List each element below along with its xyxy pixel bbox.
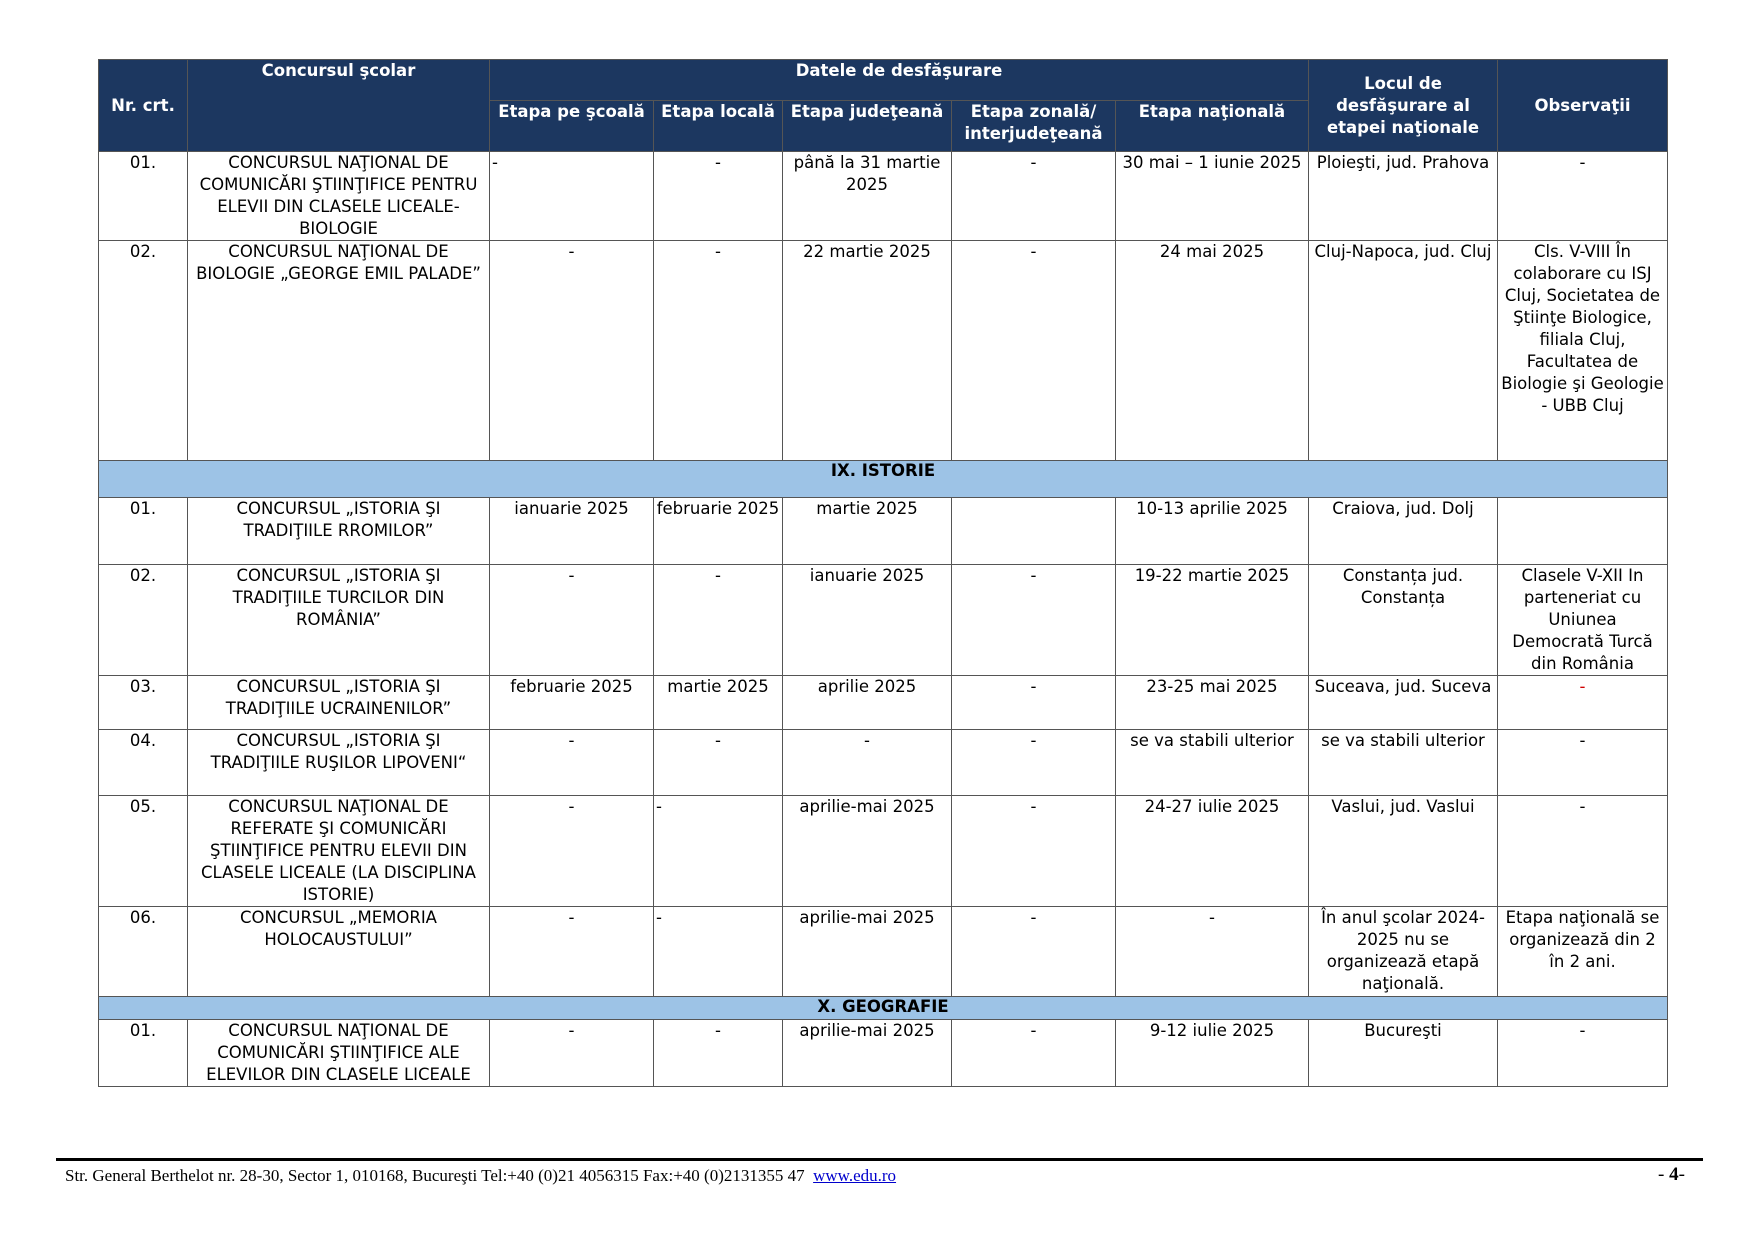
cell-scoala: - bbox=[490, 1020, 654, 1087]
cell-name: CONCURSUL „ISTORIA ŞI TRADIŢIILE UCRAINENILOR” bbox=[188, 676, 490, 730]
cell-nationala: 10-13 aprilie 2025 bbox=[1116, 498, 1309, 565]
cell-name: CONCURSUL „MEMORIA HOLOCAUSTULUI” bbox=[188, 907, 490, 997]
page-number-prefix: - bbox=[1658, 1164, 1670, 1185]
cell-zonala bbox=[952, 498, 1116, 565]
page-number bbox=[1658, 1164, 1685, 1186]
cell-locala: - bbox=[654, 565, 783, 676]
cell-nr: 03. bbox=[99, 676, 188, 730]
cell-zonala: - bbox=[952, 152, 1116, 241]
cell-nr: 01. bbox=[99, 152, 188, 241]
section-row-istorie bbox=[99, 461, 1668, 498]
cell-locala: - bbox=[654, 241, 783, 461]
cell-obs: - bbox=[1498, 796, 1668, 907]
section-title-istorie: IX. ISTORIE bbox=[99, 461, 1668, 498]
cell-scoala: - bbox=[490, 152, 654, 241]
cell-judeteana: - bbox=[783, 730, 952, 796]
header-etapa-zonala: Etapa zonală/ interjudeţeană bbox=[952, 101, 1116, 152]
cell-locul: Constanța jud. Constanța bbox=[1309, 565, 1498, 676]
cell-locul: Craiova, jud. Dolj bbox=[1309, 498, 1498, 565]
header-etapa-locala: Etapa locală bbox=[654, 101, 783, 152]
cell-zonala: - bbox=[952, 796, 1116, 907]
table-row bbox=[99, 565, 1668, 676]
table-row bbox=[99, 796, 1668, 907]
cell-locul: Cluj-Napoca, jud. Cluj bbox=[1309, 241, 1498, 461]
table-header bbox=[99, 60, 1668, 152]
header-nr-crt: Nr. crt. bbox=[99, 60, 188, 152]
cell-obs: Cls. V-VIII În colaborare cu ISJ Cluj, Societatea de Ştiinţe Biologice, filiala Cluj, Facultatea de Biologie şi Geologie - UBB Cluj bbox=[1498, 241, 1668, 461]
header-etapa-nationala: Etapa naţională bbox=[1116, 101, 1309, 152]
section-title-geografie: X. GEOGRAFIE bbox=[99, 997, 1668, 1020]
cell-name: CONCURSUL NAŢIONAL DE BIOLOGIE „GEORGE EMIL PALADE” bbox=[188, 241, 490, 461]
cell-scoala: - bbox=[490, 730, 654, 796]
cell-judeteana: martie 2025 bbox=[783, 498, 952, 565]
cell-zonala: - bbox=[952, 241, 1116, 461]
cell-locul: În anul şcolar 2024-2025 nu se organizează etapă naţională. bbox=[1309, 907, 1498, 997]
cell-scoala: - bbox=[490, 907, 654, 997]
table-row bbox=[99, 1020, 1668, 1087]
cell-obs: - bbox=[1498, 152, 1668, 241]
cell-obs: - bbox=[1498, 1020, 1668, 1087]
cell-locul: Suceava, jud. Suceva bbox=[1309, 676, 1498, 730]
cell-locala: - bbox=[654, 907, 783, 997]
cell-nationala: 23-25 mai 2025 bbox=[1116, 676, 1309, 730]
footer-divider bbox=[56, 1158, 1703, 1161]
cell-nationala: 19-22 martie 2025 bbox=[1116, 565, 1309, 676]
table-row bbox=[99, 498, 1668, 565]
cell-locala: - bbox=[654, 152, 783, 241]
cell-obs: - bbox=[1498, 676, 1668, 730]
header-etapa-scoala: Etapa pe şcoală bbox=[490, 101, 654, 152]
section-row-geografie bbox=[99, 997, 1668, 1020]
cell-name: CONCURSUL NAŢIONAL DE COMUNICĂRI ŞTIINŢIFICE ALE ELEVILOR DIN CLASELE LICEALE bbox=[188, 1020, 490, 1087]
cell-nationala: - bbox=[1116, 907, 1309, 997]
cell-nr: 04. bbox=[99, 730, 188, 796]
cell-locala: - bbox=[654, 796, 783, 907]
footer-address-text: Str. General Berthelot nr. 28-30, Sector 1, 010168, Bucureşti Tel:+40 (0)21 4056315 Fax:+40 (0)2131355 47 bbox=[65, 1166, 805, 1185]
cell-judeteana: 22 martie 2025 bbox=[783, 241, 952, 461]
cell-judeteana: până la 31 martie 2025 bbox=[783, 152, 952, 241]
footer-address bbox=[65, 1166, 896, 1186]
cell-name: CONCURSUL NAŢIONAL DE REFERATE ŞI COMUNICĂRI ŞTIINŢIFICE PENTRU ELEVII DIN CLASELE LICEALE (LA DISCIPLINA ISTORIE) bbox=[188, 796, 490, 907]
cell-scoala: februarie 2025 bbox=[490, 676, 654, 730]
header-observatii: Observaţii bbox=[1498, 60, 1668, 152]
cell-zonala: - bbox=[952, 1020, 1116, 1087]
cell-locul: Ploieşti, jud. Prahova bbox=[1309, 152, 1498, 241]
page-number-suffix: - bbox=[1678, 1164, 1685, 1185]
header-etapa-judeteana: Etapa judeţeană bbox=[783, 101, 952, 152]
cell-nr: 01. bbox=[99, 498, 188, 565]
cell-scoala: - bbox=[490, 796, 654, 907]
cell-locala: martie 2025 bbox=[654, 676, 783, 730]
cell-nationala: se va stabili ulterior bbox=[1116, 730, 1309, 796]
cell-zonala: - bbox=[952, 907, 1116, 997]
cell-judeteana: aprilie 2025 bbox=[783, 676, 952, 730]
cell-locala: februarie 2025 bbox=[654, 498, 783, 565]
footer-website-link[interactable]: www.edu.ro bbox=[813, 1166, 897, 1185]
cell-obs: Etapa naţională se organizează din 2 în 2 ani. bbox=[1498, 907, 1668, 997]
cell-nr: 05. bbox=[99, 796, 188, 907]
cell-nr: 01. bbox=[99, 1020, 188, 1087]
header-date-group: Datele de desfăşurare bbox=[490, 60, 1309, 101]
cell-zonala: - bbox=[952, 565, 1116, 676]
cell-locul: se va stabili ulterior bbox=[1309, 730, 1498, 796]
table-row bbox=[99, 730, 1668, 796]
cell-obs: Clasele V-XII In parteneriat cu Uniunea Democrată Turcă din România bbox=[1498, 565, 1668, 676]
cell-name: CONCURSUL „ISTORIA ŞI TRADIŢIILE RROMILOR” bbox=[188, 498, 490, 565]
table-row bbox=[99, 676, 1668, 730]
cell-name: CONCURSUL NAŢIONAL DE COMUNICĂRI ŞTIINŢIFICE PENTRU ELEVII DIN CLASELE LICEALE- BIOLOGIE bbox=[188, 152, 490, 241]
cell-locala: - bbox=[654, 730, 783, 796]
cell-nationala: 24 mai 2025 bbox=[1116, 241, 1309, 461]
header-locul: Locul de desfăşurare al etapei naţionale bbox=[1309, 60, 1498, 152]
table-row bbox=[99, 241, 1668, 461]
page-number-value: 4 bbox=[1669, 1164, 1679, 1185]
cell-locala: - bbox=[654, 1020, 783, 1087]
cell-locul: Vaslui, jud. Vaslui bbox=[1309, 796, 1498, 907]
cell-scoala: ianuarie 2025 bbox=[490, 498, 654, 565]
cell-scoala: - bbox=[490, 241, 654, 461]
cell-name: CONCURSUL „ISTORIA ŞI TRADIŢIILE TURCILOR DIN ROMÂNIA” bbox=[188, 565, 490, 676]
cell-scoala: - bbox=[490, 565, 654, 676]
cell-judeteana: aprilie-mai 2025 bbox=[783, 907, 952, 997]
cell-obs: - bbox=[1498, 730, 1668, 796]
cell-obs bbox=[1498, 498, 1668, 565]
cell-name: CONCURSUL „ISTORIA ŞI TRADIŢIILE RUŞILOR LIPOVENI“ bbox=[188, 730, 490, 796]
table-row bbox=[99, 907, 1668, 997]
cell-locul: Bucureşti bbox=[1309, 1020, 1498, 1087]
cell-nr: 06. bbox=[99, 907, 188, 997]
header-concurs: Concursul şcolar bbox=[188, 60, 490, 152]
cell-zonala: - bbox=[952, 676, 1116, 730]
cell-nationala: 30 mai – 1 iunie 2025 bbox=[1116, 152, 1309, 241]
contests-table bbox=[98, 59, 1668, 1087]
cell-nationala: 9-12 iulie 2025 bbox=[1116, 1020, 1309, 1087]
cell-nationala: 24-27 iulie 2025 bbox=[1116, 796, 1309, 907]
cell-judeteana: ianuarie 2025 bbox=[783, 565, 952, 676]
cell-nr: 02. bbox=[99, 241, 188, 461]
cell-judeteana: aprilie-mai 2025 bbox=[783, 1020, 952, 1087]
cell-judeteana: aprilie-mai 2025 bbox=[783, 796, 952, 907]
cell-nr: 02. bbox=[99, 565, 188, 676]
cell-zonala: - bbox=[952, 730, 1116, 796]
table-row bbox=[99, 152, 1668, 241]
